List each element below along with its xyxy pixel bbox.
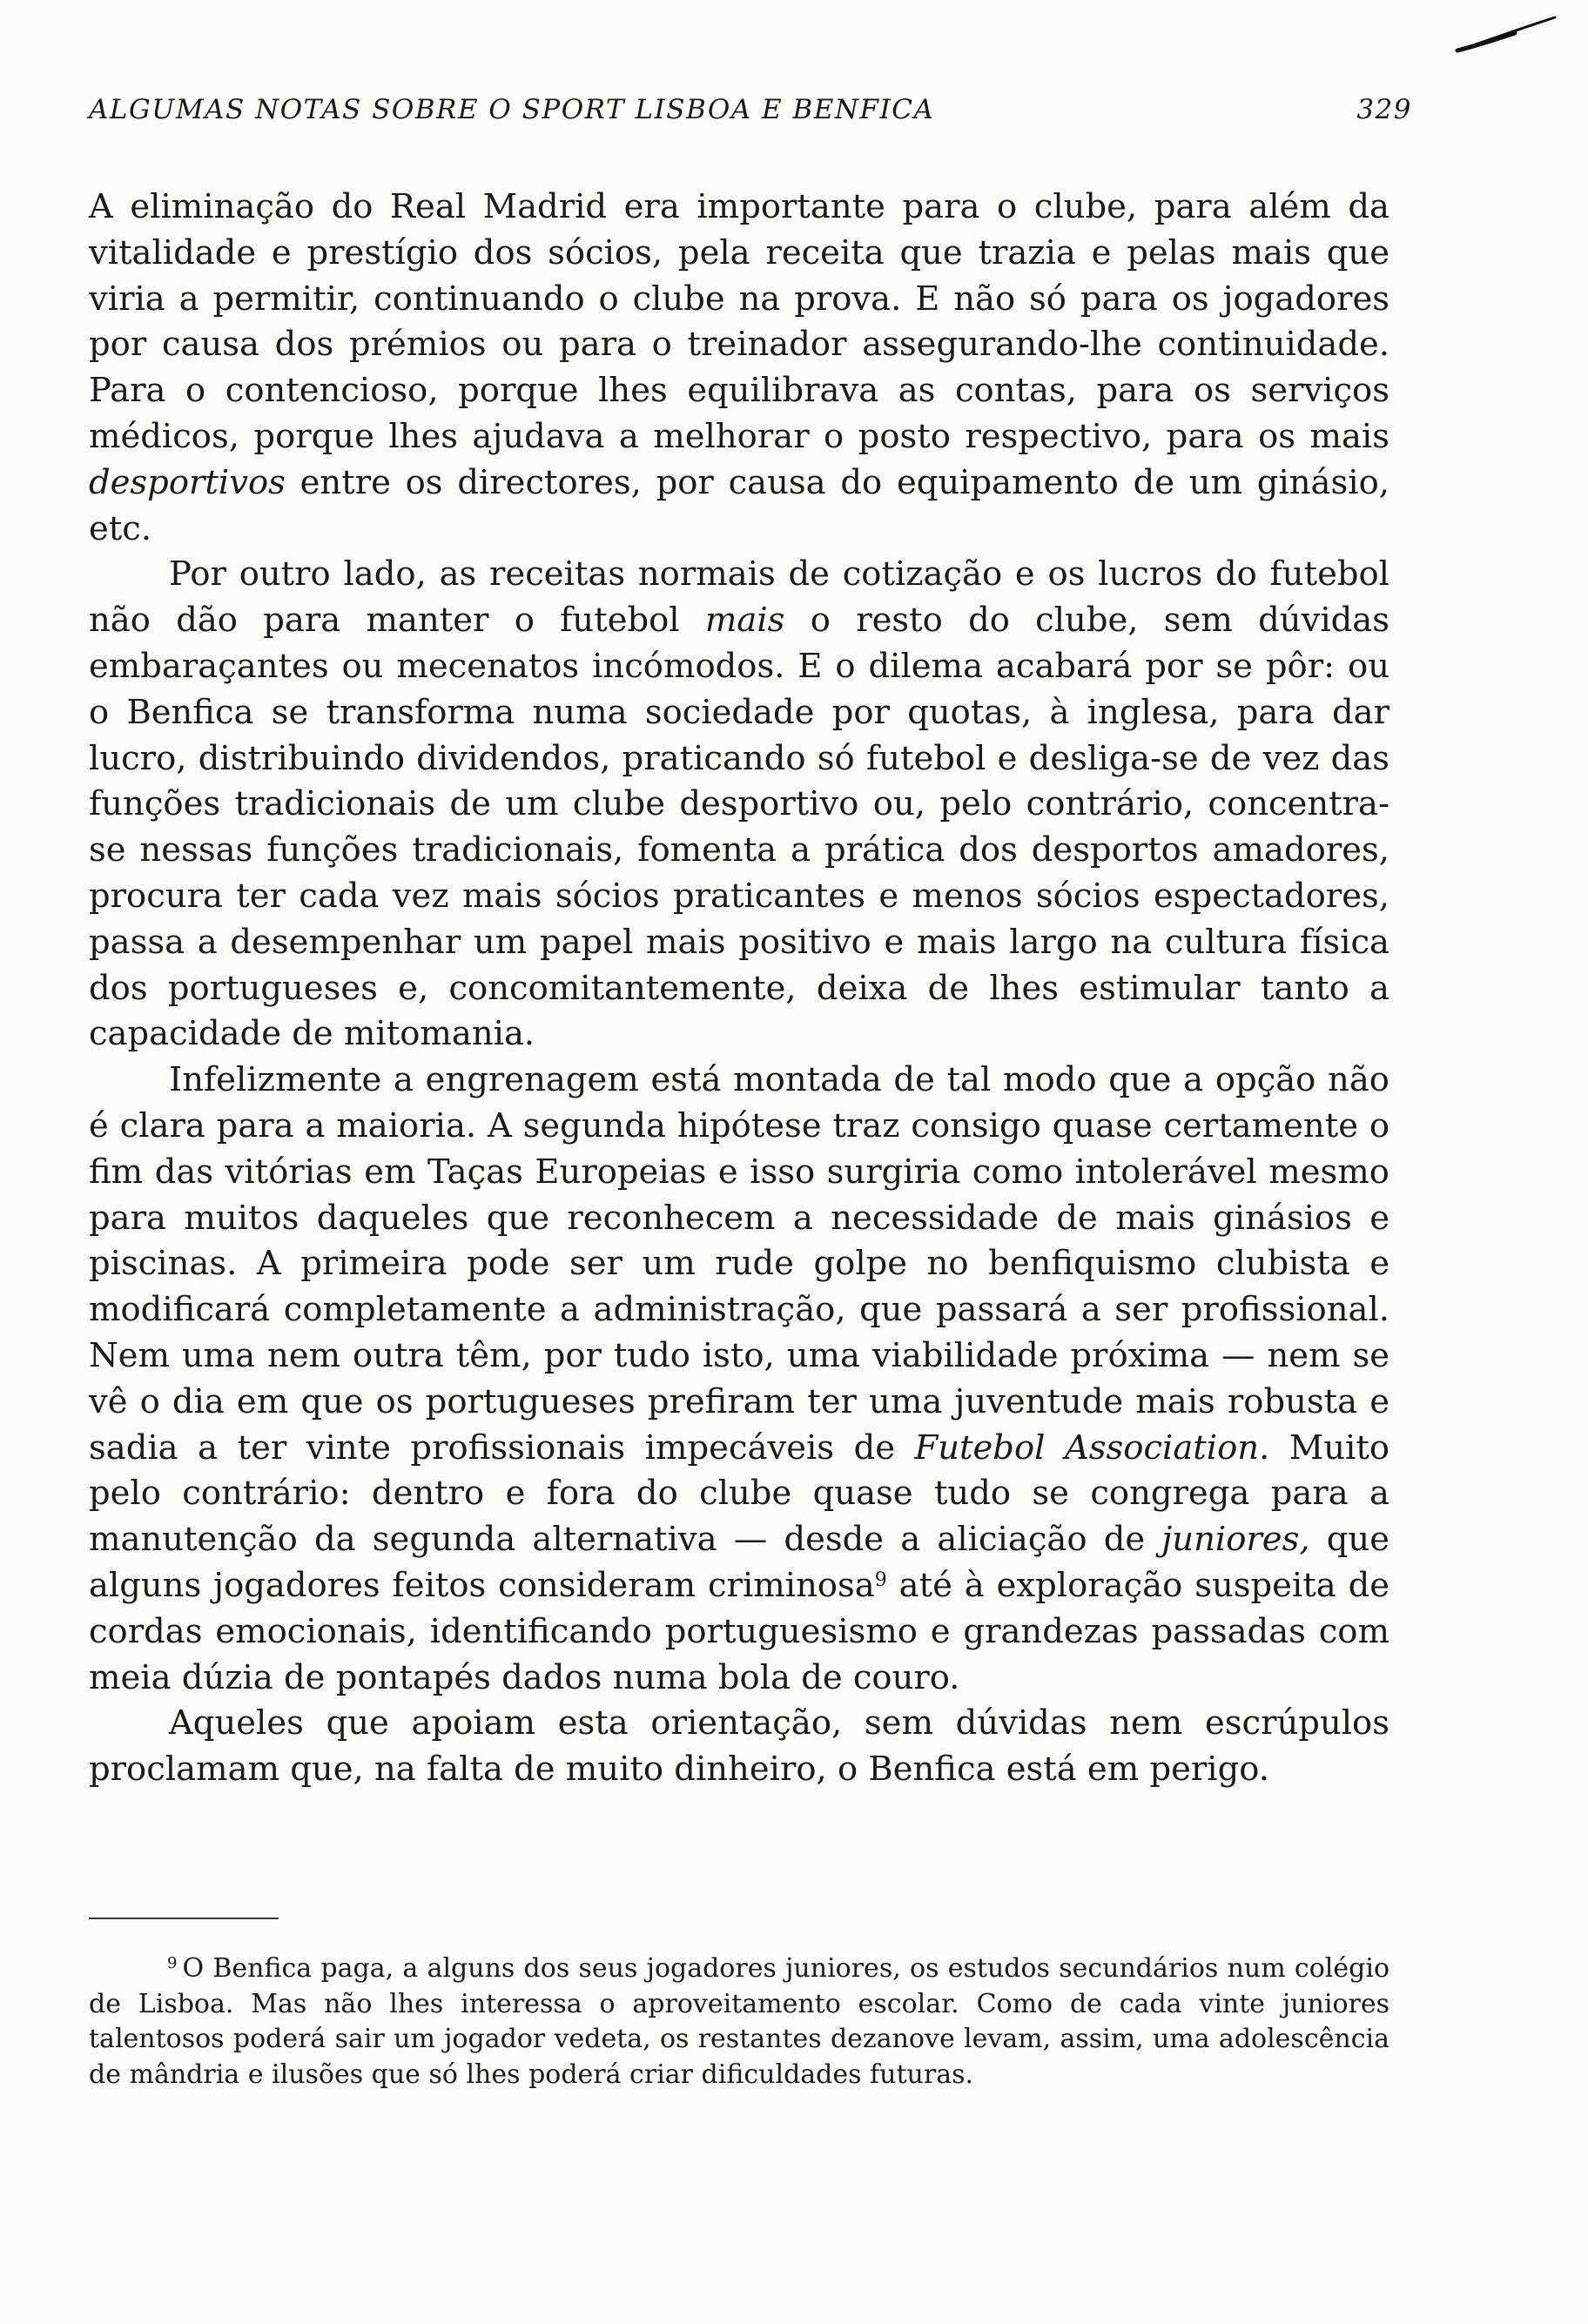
italic-futebol-association: Futebol Association.: [914, 1427, 1270, 1468]
paragraph-2-text: Por outro lado, as receitas normais de cotização e os lucros do futebol não dão para manter o futebol: [89, 554, 1390, 641]
body-text: [89, 185, 1390, 1793]
running-title: ALGUMAS NOTAS SOBRE O SPORT LISBOA E BENFICA: [89, 94, 935, 125]
footnote-reference: 9: [874, 1568, 887, 1591]
paragraph-3: [89, 1058, 1390, 1701]
paragraph-3-text-end: até à exploração suspeita de cordas emocionais, identificando portuguesismo e grandezas passadas com meia dúzia de pontapés dados numa bola de couro.: [89, 1565, 1390, 1697]
italic-juniores: juniores,: [1161, 1520, 1310, 1560]
italic-mais: mais: [704, 601, 785, 641]
footnote-9: [89, 1951, 1390, 2092]
paragraph-3-text-mid: Muito pelo contrário: dentro e fora do clube quase tudo se congrega para a manutenção da segunda alternativa — desde a aliciação de: [89, 1427, 1390, 1560]
paragraph-1: [89, 185, 1390, 552]
footnote-divider: [89, 1918, 279, 1919]
footnote-mark: 9: [167, 1954, 178, 1972]
paragraph-3-text-mid-2: que alguns jogadores feitos consideram criminosa: [89, 1520, 1390, 1605]
paragraph-2-text-end: o resto do clube, sem dúvidas embaraçantes ou mecenatos incómodos. E o dilema acabará por se pôr: ou o Benfica se transforma numa sociedade por quotas, à inglesa, para dar lucro, distribuindo dividendos, praticando só futebol e desliga-se de vez das funções tradicionais de um clube desportivo ou, pelo contrário, concentra-se nessas funções tradicionais, fomenta a prática dos desportos amadores, procura ter cada vez mais sócios praticantes e menos sócios espectadores, passa a desempenhar um papel mais positivo e mais largo na cultura física dos portugueses e, concomitantemente, deixa de lhes estimular tanto a capacidade de mitomania.: [89, 601, 1390, 1054]
paragraph-4: [89, 1701, 1390, 1793]
paragraph-1-text: A eliminação do Real Madrid era importante para o clube, para além da vitalidade e prestígio dos sócios, pela receita que trazia e pelas mais que viria a permitir, continuando o clube na prova. E não só para os jogadores por causa dos prémios ou para o treinador assegurando-lhe continuidade. Para o contencioso, porque lhes equilibrava as contas, para os serviços médicos, porque lhes ajudava a melhorar o posto respectivo, para os mais: [89, 187, 1390, 456]
paragraph-2: [89, 552, 1390, 1058]
paragraph-1-text-end: entre os directores, por causa do equipamento de um ginásio, etc.: [89, 462, 1390, 548]
italic-desportivos: desportivos: [89, 462, 286, 502]
running-header: [89, 94, 1412, 132]
page-number: 329: [1356, 94, 1412, 125]
paragraph-3-text: Infelizmente a engrenagem está montada de tal modo que a opção não é clara para a maioria. A segunda hipótese traz consigo quase certamente o fim das vitórias em Taças Europeias e isso surgiria como intolerável mesmo para muitos daqueles que reconhecem a necessidade de mais ginásios e piscinas. A primeira pode ser um rude golpe no benfiquismo clubista e modificará completamente a administração, que passará a ser profissional. Nem uma nem outra têm, por tudo isto, uma viabilidade próxima — nem se vê o dia em que os portugueses prefiram ter uma juventude mais robusta e sadia a ter vinte profissionais impecáveis de: [89, 1060, 1390, 1468]
footnotes: [89, 1951, 1390, 2092]
footnote-text: O Benfica paga, a alguns dos seus jogadores juniores, os estudos secundários num colégio de Lisboa. Mas não lhes interessa o aproveitamento escolar. Como de cada vinte juniores talentosos poderá sair um jogador vedeta, os restantes dezanove levam, assim, uma adolescência de mândria e ilusões que só lhes poderá criar dificuldades futuras.: [89, 1953, 1390, 2090]
paragraph-4-text: Aqueles que apoiam esta orientação, sem dúvidas nem escrúpulos proclamam que, na falta de muito dinheiro, o Benfica está em perigo.: [89, 1703, 1390, 1790]
pen-stroke-mark: [1454, 9, 1558, 61]
